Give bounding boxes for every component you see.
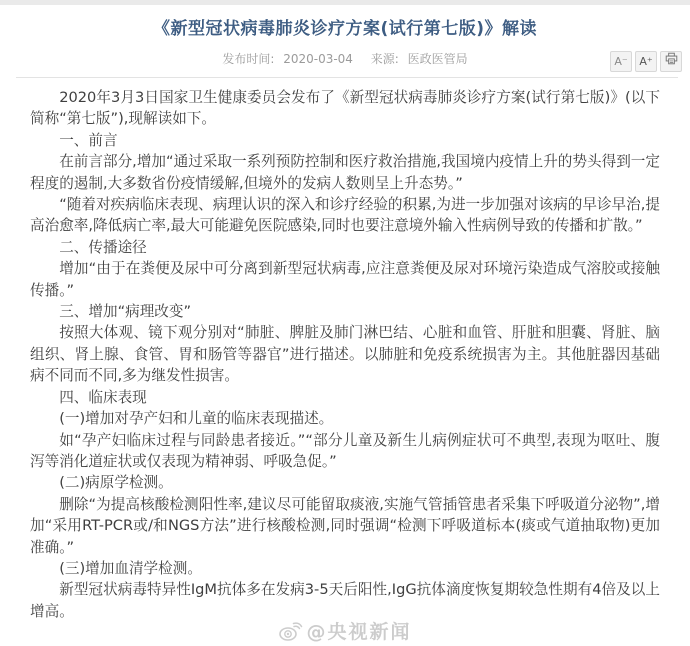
article-paragraph: (一)增加对孕产妇和儿童的临床表现描述。: [59, 410, 334, 428]
watermark-handle: @央视新闻: [306, 621, 412, 643]
print-button[interactable]: [660, 51, 682, 72]
section-heading-pathology: 三、增加“病理改变”: [59, 303, 192, 321]
article-paragraph: (二)病原学检测。: [59, 474, 173, 492]
font-decrease-button[interactable]: A⁻: [610, 51, 632, 72]
article-paragraph: 新型冠状病毒特异性IgM抗体多在发病3-5天后阳性,IgG抗体滴度恢复期较急性期有4倍及以上增高。: [30, 581, 660, 620]
article-paragraph: (三)增加血清学检测。: [59, 559, 202, 577]
printer-icon: [665, 52, 678, 71]
article-paragraph: 删除“为提高核酸检测阳性率,建议尽可能留取痰液,实施气管插管患者采集下呼吸道分泌物”,增加“采用RT-PCR或/和NGS方法”进行核酸检测,同时强调“检测下呼吸道标本(痰或气道抽取物)更加准确。”: [30, 495, 660, 556]
page-title: 《新型冠状病毒肺炎诊疗方案(试行第七版)》解读: [152, 19, 538, 39]
article-header: [0, 5, 690, 67]
article-paragraph: 2020年3月3日国家卫生健康委员会发布了《新型冠状病毒肺炎诊疗方案(试行第七版)》(以下简称“第七版”),现解读如下。: [30, 89, 660, 128]
article-meta: [0, 51, 690, 67]
article-paragraph: 在前言部分,增加“通过采取一系列预防控制和医疗救治措施,我国境内疫情上升的势头得到一定程度的遏制,大多数省份疫情缓解,但境外的发病人数则呈上升态势。”: [30, 153, 660, 192]
article-paragraph: 按照大体观、镜下观分别对“肺脏、脾脏及肺门淋巴结、心脏和血管、肝脏和胆囊、肾脏、脑组织、肾上腺、食管、胃和肠管等器官”进行描述。以肺脏和免疫系统损害为主。其他脏器因基础病不同而不同,多为继发性损害。: [30, 324, 660, 385]
article-paragraph: 如“孕产妇临床过程与同龄患者接近。”“部分儿童及新生儿病例症状可不典型,表现为呕吐、腹泻等消化道症状或仅表现为精神弱、呼吸急促。”: [30, 431, 660, 470]
source-label: 来源:: [370, 52, 399, 66]
article-paragraph: “随着对疾病临床表现、病理认识的深入和诊疗经验的积累,为进一步加强对该病的早诊早治,提高治愈率,降低病亡率,最大可能避免医院感染,同时也要注意境外输入性病例导致的传播和扩散。”: [30, 196, 660, 235]
section-heading-transmission: 二、传播途径: [59, 238, 147, 256]
publish-time-label: 发布时间:: [222, 52, 275, 66]
article-body: [0, 78, 690, 622]
source-value: 医政医管局: [407, 52, 468, 66]
article-paragraph: 增加“由于在粪便及尿中可分离到新型冠状病毒,应注意粪便及尿对环境污染造成气溶胶或接触传播。”: [30, 260, 660, 299]
font-increase-button[interactable]: A⁺: [635, 51, 657, 72]
font-print-toolbar: [610, 51, 682, 72]
section-heading-clinical: 四、临床表现: [59, 388, 147, 406]
section-heading-preface: 一、前言: [59, 131, 118, 149]
publish-time-value: 2020-03-04: [283, 52, 353, 66]
